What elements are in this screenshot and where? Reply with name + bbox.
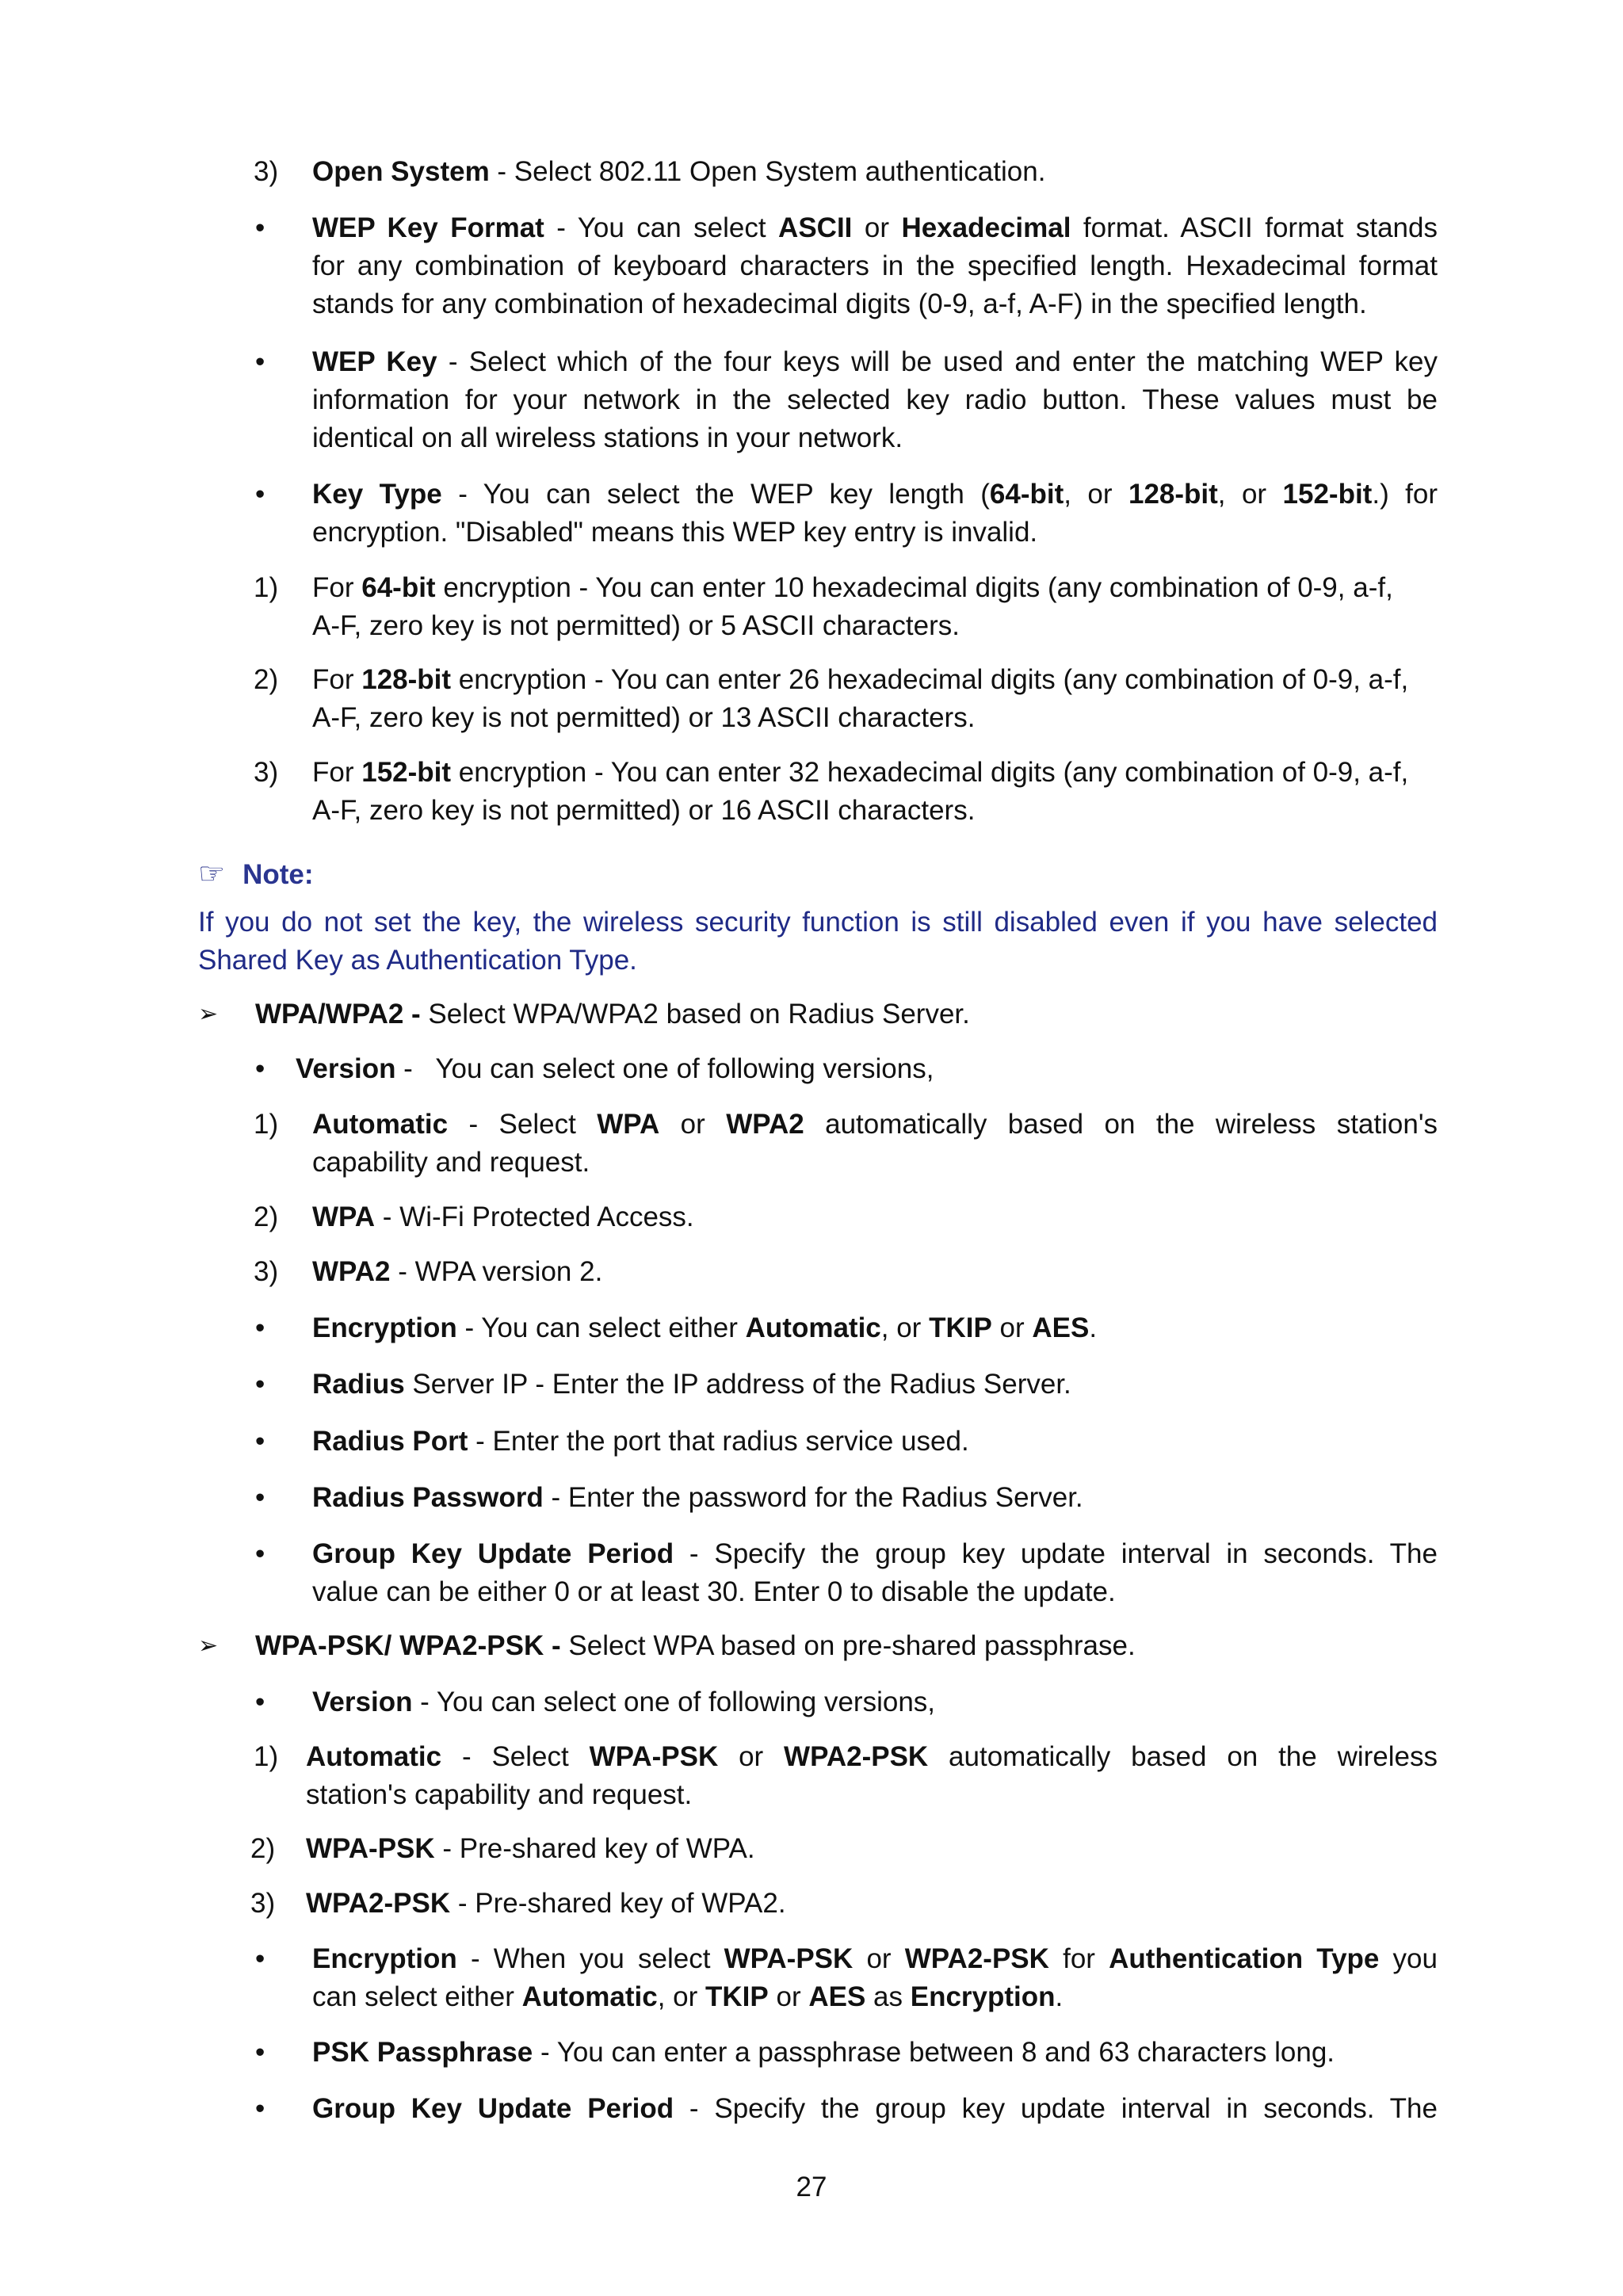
list-marker: 1) (254, 572, 279, 603)
list-item-psk-passphrase: PSK Passphrase - You can enter a passphrase between 8 and 63 characters long. (312, 2037, 1335, 2068)
bullet-marker: • (255, 1369, 265, 1400)
bullet-marker: • (255, 1482, 265, 1513)
list-item-version: Version - You can select one of following versions, (296, 1053, 934, 1084)
list-item-psk-version: Version - You can select one of following versions, (312, 1687, 936, 1717)
list-item-wpa2: WPA2 - WPA version 2. (312, 1256, 603, 1287)
list-item-radius-server-ip: Radius Server IP - Enter the IP address of the Radius Server. (312, 1369, 1071, 1400)
arrowhead-bullet-icon: ➢ (198, 1000, 219, 1028)
note-heading (198, 854, 1434, 892)
bullet-marker: • (255, 1312, 265, 1343)
list-item-wpa2-psk: WPA2-PSK - Pre-shared key of WPA2. (306, 1888, 786, 1919)
bullet-marker: • (255, 1943, 265, 1974)
list-item-open-system: Open System - Select 802.11 Open System authentication. (312, 156, 1046, 187)
list-item-encryption: Encryption - You can select either Automatic, or TKIP or AES. (312, 1312, 1098, 1343)
section-wpa-wpa2: WPA/WPA2 - Select WPA/WPA2 based on Radius Server. (255, 999, 970, 1030)
list-marker: 3) (254, 156, 279, 187)
bullet-marker: • (255, 1053, 265, 1084)
list-marker: 3) (254, 1256, 279, 1287)
list-item-psk-group-key-update-period: Group Key Update Period - Specify the group key update interval in seconds. The (312, 2093, 1438, 2124)
bullet-marker: • (255, 2037, 265, 2068)
list-marker: 3) (250, 1888, 276, 1919)
list-item-152-bit: For 152-bit encryption - You can enter 32 hexadecimal digits (any combination of 0-9, a-f, A-F, zero key is not permitted) or 16 ASCII characters. (312, 757, 1409, 826)
list-marker: 2) (254, 664, 279, 695)
list-item-radius-port: Radius Port - Enter the port that radius service used. (312, 1426, 969, 1457)
page-number: 27 (796, 2172, 827, 2202)
list-marker: 2) (250, 1833, 276, 1864)
bullet-marker: • (255, 2093, 265, 2124)
list-item-psk-encryption: Encryption - When you select WPA-PSK or WPA2-PSK for Authentication Type you can select either Automatic, or TKIP or AES as Encryption. (312, 1943, 1438, 2012)
list-item-automatic: Automatic - Select WPA or WPA2 automatically based on the wireless station's capability and request. (312, 1109, 1438, 1178)
list-item-wep-key: WEP Key - Select which of the four keys will be used and enter the matching WEP key information for your network in the selected key radio button. These values must be identical on all wireless stations in your network. (312, 346, 1438, 453)
note-body: If you do not set the key, the wireless security function is still disabled even if you have selected Shared Key as Authentication Type. (198, 907, 1438, 976)
list-item-radius-password: Radius Password - Enter the password for the Radius Server. (312, 1482, 1083, 1513)
bullet-marker: • (255, 1538, 265, 1569)
list-marker: 2) (254, 1201, 279, 1232)
list-item-wep-key-format: WEP Key Format - You can select ASCII or Hexadecimal format. ASCII format stands for any combination of keyboard characters in the specified length. Hexadecimal format stands for any combination of hexadecimal digits (0-9, a-f, A-F) in the specified length. (312, 212, 1438, 319)
arrowhead-bullet-icon: ➢ (198, 1632, 219, 1660)
list-item-psk-automatic: Automatic - Select WPA-PSK or WPA2-PSK automatically based on the wireless station's capability and request. (306, 1741, 1438, 1810)
bullet-marker: • (255, 1426, 265, 1457)
list-marker: 1) (254, 1741, 279, 1772)
bullet-marker: • (255, 212, 265, 243)
bullet-marker: • (255, 479, 265, 510)
pointing-hand-icon: ☞ (198, 856, 226, 891)
bullet-marker: • (255, 1687, 265, 1717)
list-item-wpa: WPA - Wi-Fi Protected Access. (312, 1201, 694, 1232)
list-marker: 3) (254, 757, 279, 788)
note-title: Note: (242, 859, 314, 890)
list-item-128-bit: For 128-bit encryption - You can enter 26 hexadecimal digits (any combination of 0-9, a-f, A-F, zero key is not permitted) or 13 ASCII characters. (312, 664, 1409, 733)
bullet-marker: • (255, 346, 265, 377)
list-item-wpa-psk: WPA-PSK - Pre-shared key of WPA. (306, 1833, 755, 1864)
section-wpa-psk: WPA-PSK/ WPA2-PSK - Select WPA based on pre-shared passphrase. (255, 1630, 1136, 1661)
list-item-64-bit: For 64-bit encryption - You can enter 10 hexadecimal digits (any combination of 0-9, a-f, A-F, zero key is not permitted) or 5 ASCII characters. (312, 572, 1393, 641)
list-marker: 1) (254, 1109, 279, 1140)
list-item-key-type: Key Type - You can select the WEP key length (64-bit, or 128-bit, or 152-bit.) for encryption. "Disabled" means this WEP key entry is invalid. (312, 479, 1438, 548)
list-item-group-key-update-period: Group Key Update Period - Specify the group key update interval in seconds. The value can be either 0 or at least 30. Enter 0 to disable the update. (312, 1538, 1438, 1607)
